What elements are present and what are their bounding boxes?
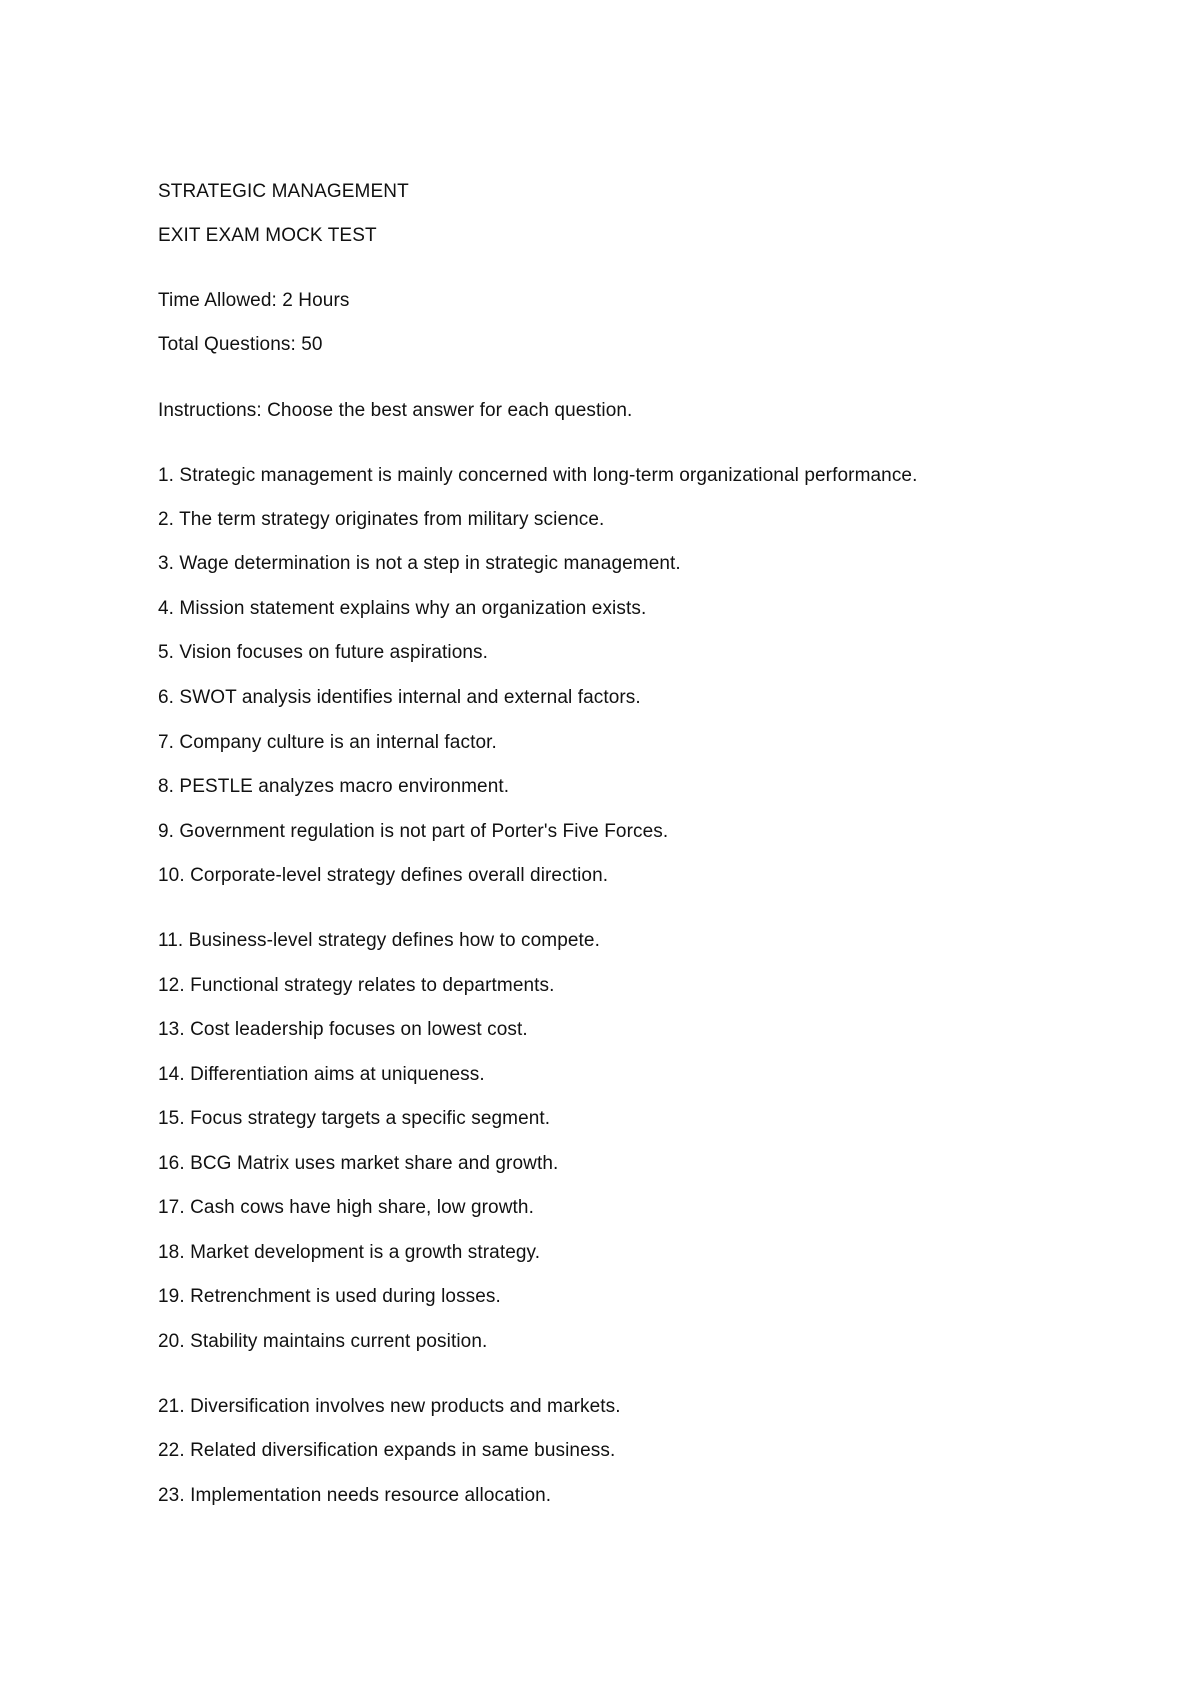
question-item: 6. SWOT analysis identifies internal and external factors. bbox=[158, 687, 641, 708]
question-item: 11. Business-level strategy defines how to compete. bbox=[158, 930, 600, 951]
question-item: 17. Cash cows have high share, low growth. bbox=[158, 1197, 534, 1218]
question-item: 15. Focus strategy targets a specific segment. bbox=[158, 1108, 551, 1129]
question-item: 18. Market development is a growth strategy. bbox=[158, 1242, 541, 1263]
question-item: 12. Functional strategy relates to departments. bbox=[158, 975, 555, 996]
question-item: 4. Mission statement explains why an organization exists. bbox=[158, 598, 647, 619]
question-item: 9. Government regulation is not part of Porter's Five Forces. bbox=[158, 821, 669, 842]
time-allowed: Time Allowed: 2 Hours bbox=[158, 290, 350, 311]
question-item: 3. Wage determination is not a step in strategic management. bbox=[158, 553, 681, 574]
question-item: 8. PESTLE analyzes macro environment. bbox=[158, 776, 510, 797]
question-item: 5. Vision focuses on future aspirations. bbox=[158, 642, 489, 663]
question-item: 2. The term strategy originates from military science. bbox=[158, 509, 605, 530]
total-questions: Total Questions: 50 bbox=[158, 334, 323, 355]
question-item: 7. Company culture is an internal factor. bbox=[158, 732, 497, 753]
document-title: STRATEGIC MANAGEMENT bbox=[158, 181, 409, 202]
question-item: 14. Differentiation aims at uniqueness. bbox=[158, 1064, 485, 1085]
question-item: 10. Corporate-level strategy defines overall direction. bbox=[158, 865, 609, 886]
question-item: 22. Related diversification expands in same business. bbox=[158, 1440, 616, 1461]
question-item: 19. Retrenchment is used during losses. bbox=[158, 1286, 501, 1307]
question-item: 21. Diversification involves new products and markets. bbox=[158, 1396, 621, 1417]
question-item: 1. Strategic management is mainly concerned with long-term organizational performance. bbox=[158, 465, 918, 486]
question-item: 20. Stability maintains current position. bbox=[158, 1331, 488, 1352]
document-subtitle: EXIT EXAM MOCK TEST bbox=[158, 225, 377, 246]
question-item: 16. BCG Matrix uses market share and growth. bbox=[158, 1153, 559, 1174]
instructions: Instructions: Choose the best answer for each question. bbox=[158, 400, 633, 421]
question-item: 13. Cost leadership focuses on lowest cost. bbox=[158, 1019, 528, 1040]
question-item: 23. Implementation needs resource allocation. bbox=[158, 1485, 552, 1506]
